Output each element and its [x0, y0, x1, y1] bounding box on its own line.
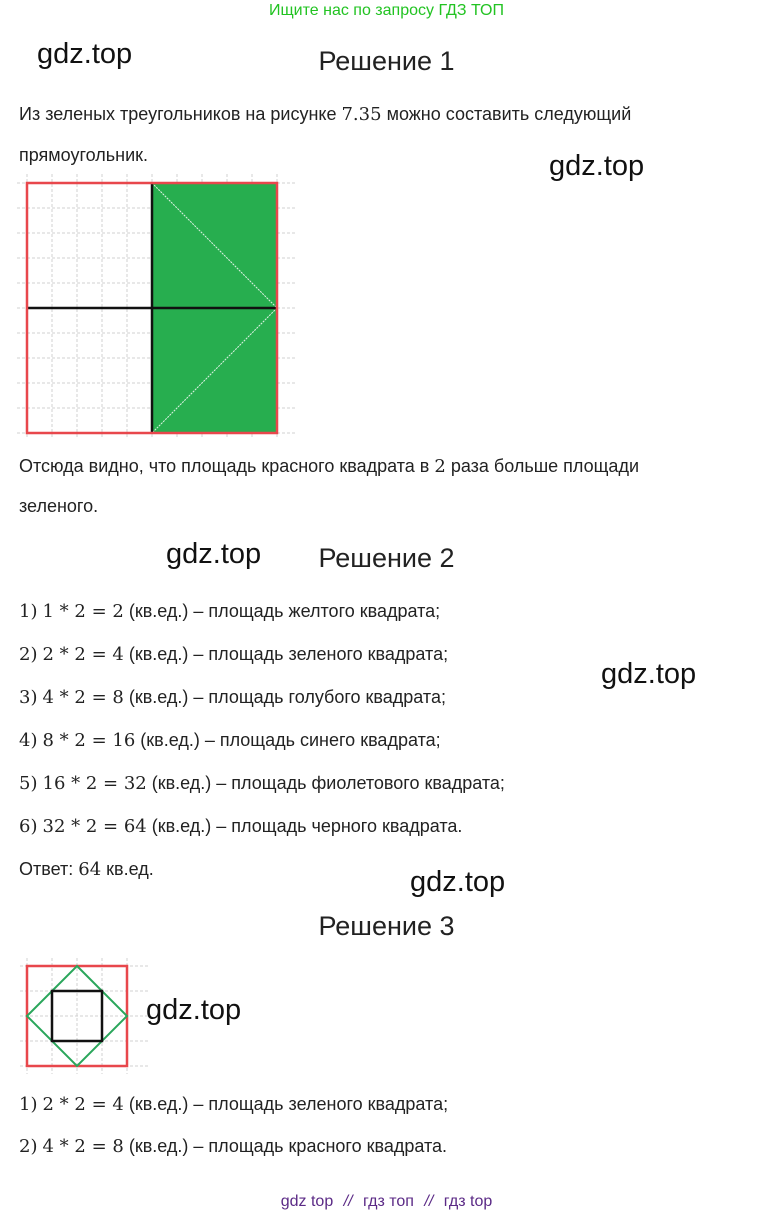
solution-2-line-3: 3) 4 * 2 = 8 (кв.ед.) – площадь голубого квадрата; [19, 687, 446, 708]
solution-1-heading: Решение 1 [318, 46, 455, 76]
footer-link-gdz-top-mixed[interactable]: гдз top [443, 1193, 493, 1210]
solution-1-conclusion-line2: зеленого. [19, 496, 99, 516]
solution-3-line-2: 2) 4 * 2 = 8 (кв.ед.) – площадь красного квадрата. [19, 1136, 448, 1157]
watermark: gdz.top [410, 866, 506, 898]
solution-1-conclusion: Отсюда видно, что площадь красного квадрата в 2 раза больше площади [19, 456, 639, 477]
solution-2-line-1: 1) 1 * 2 = 2 (кв.ед.) – площадь желтого квадрата; [19, 601, 441, 622]
footer-separator: // [343, 1193, 353, 1210]
footer-link-gdz-top[interactable]: gdz top [280, 1193, 334, 1210]
solution-3-heading: Решение 3 [318, 911, 455, 941]
watermark: gdz.top [166, 538, 262, 570]
top-banner[interactable]: Ищите нас по запросу ГДЗ ТОП [269, 2, 504, 19]
solution-2-line-6: 6) 32 * 2 = 64 (кв.ед.) – площадь черного квадрата. [19, 816, 463, 837]
footer-separator: // [424, 1193, 434, 1210]
solution-3-figure [20, 958, 150, 1074]
footer-link-gdz-top-ru[interactable]: гдз топ [363, 1193, 414, 1210]
solution-3-line-1: 1) 2 * 2 = 4 (кв.ед.) – площадь зеленого квадрата; [19, 1094, 449, 1115]
watermark: gdz.top [146, 994, 242, 1026]
solution-2-heading: Решение 2 [318, 543, 455, 573]
solution-1-intro-line2: прямоугольник. [19, 145, 149, 165]
watermark: gdz.top [601, 658, 697, 690]
solution-2-line-2: 2) 2 * 2 = 4 (кв.ед.) – площадь зеленого квадрата; [19, 644, 449, 665]
solution-1-intro: Из зеленых треугольников на рисунке 7.35 можно составить следующий [19, 104, 632, 125]
watermark: gdz.top [549, 150, 645, 182]
solution-2-answer: Ответ: 64 кв.ед. [19, 859, 154, 880]
solution-1-figure [17, 174, 297, 438]
watermark: gdz.top [37, 38, 133, 70]
solution-2-line-5: 5) 16 * 2 = 32 (кв.ед.) – площадь фиолетового квадрата; [19, 773, 505, 794]
solution-2-line-4: 4) 8 * 2 = 16 (кв.ед.) – площадь синего квадрата; [19, 730, 441, 751]
footer [0, 1193, 773, 1211]
